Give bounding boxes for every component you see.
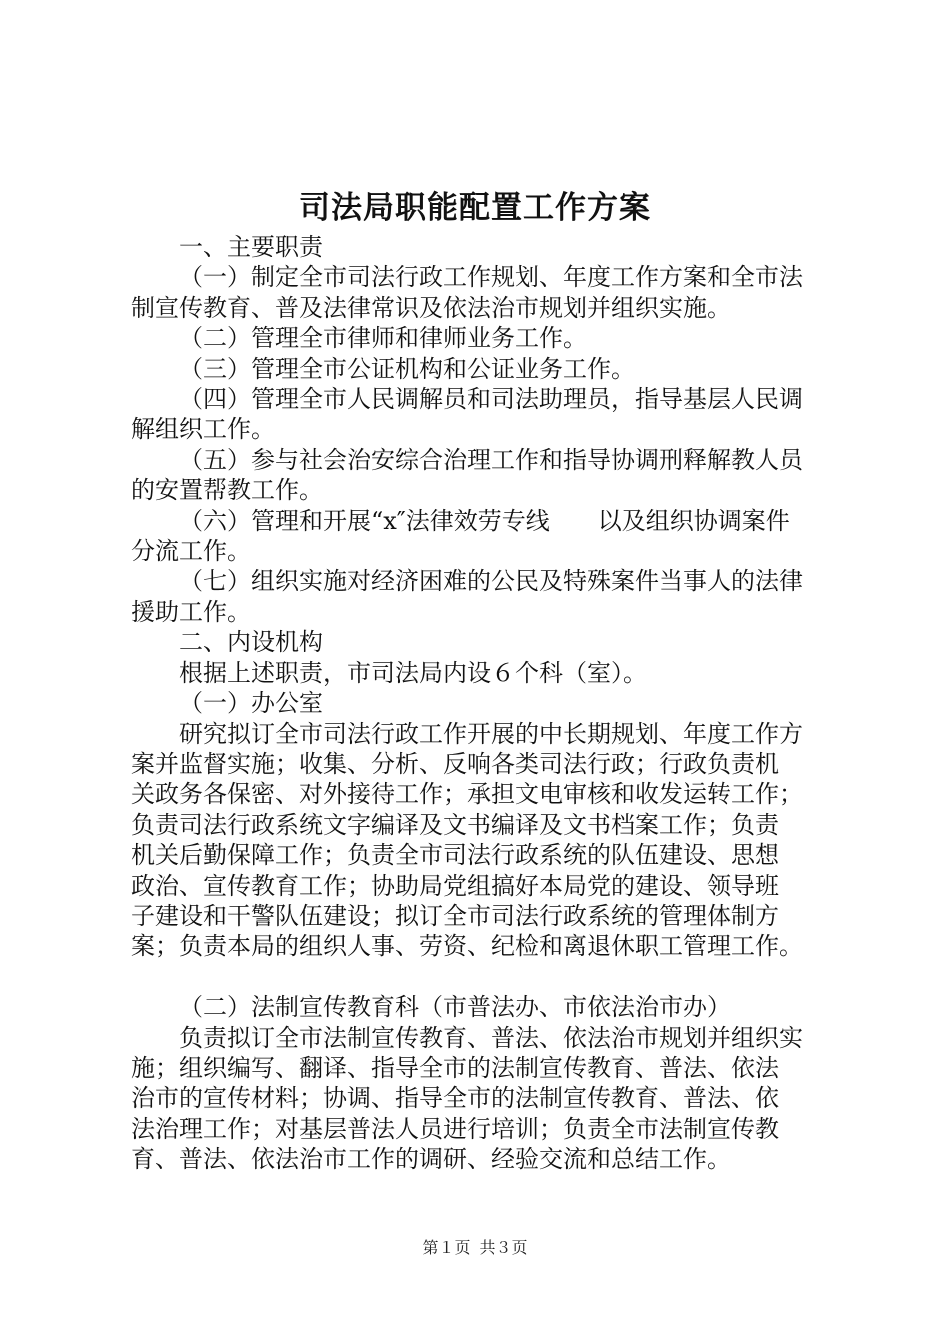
paragraph-line: 根据上述职责，市司法局内设６个科（室）。: [179, 658, 647, 687]
section-heading: 一、主要职责: [179, 233, 323, 261]
paragraph-line: 案；负责本局的组织人事、劳资、纪检和离退休职工管理工作。: [131, 932, 803, 961]
document-body: [131, 232, 851, 1175]
paragraph-line: （二）管理全市律师和律师业务工作。: [179, 324, 587, 353]
paragraph-line: 案并监督实施；收集、分析、反响各类司法行政；行政负责机: [131, 749, 779, 778]
subsection-heading: （二）法制宣传教育科（市普法办、市依法治市办）: [179, 993, 731, 1022]
paragraph-line: 育、普法、依法治市工作的调研、经验交流和总结工作。: [131, 1145, 731, 1174]
paragraph-line: 的安置帮教工作。: [131, 476, 323, 505]
paragraph-line: 法治理工作；对基层普法人员进行培训；负责全市法制宣传教: [131, 1114, 779, 1143]
paragraph-line: （五）参与社会治安综合治理工作和指导协调刑释解教人员: [179, 445, 803, 474]
paragraph-line: 关政务各保密、对外接待工作；承担文电审核和收发运转工作；: [131, 780, 803, 809]
paragraph-line: 负责拟订全市法制宣传教育、普法、依法治市规划并组织实: [179, 1023, 803, 1052]
paragraph-line: （七）组织实施对经济困难的公民及特殊案件当事人的法律: [179, 567, 803, 596]
paragraph-line: 治市的宣传材料；协调、指导全市的法制宣传教育、普法、依: [131, 1084, 779, 1113]
paragraph-line: 援助工作。: [131, 597, 251, 626]
paragraph-line: 机关后勤保障工作；负责全市司法行政系统的队伍建设、思想: [131, 841, 779, 870]
section-heading: 二、内设机构: [179, 628, 323, 657]
subsection-heading: （一）办公室: [179, 689, 323, 718]
paragraph-line: 政治、宣传教育工作；协助局党组搞好本局党的建设、领导班: [131, 871, 779, 900]
page-number: 第１页: [422, 1238, 471, 1257]
paragraph-line: （六）管理和开展“x″法律效劳专线 以及组织协调案件: [179, 506, 790, 535]
paragraph-line: 负责司法行政系统文字编译及文书编译及文书档案工作；负责: [131, 810, 779, 839]
page-footer: [0, 1238, 950, 1258]
document-title: 司法局职能配置工作方案: [299, 190, 651, 226]
paragraph-line: 制宣传教育、普及法律常识及依法治市规划并组织实施。: [131, 293, 731, 322]
paragraph-line: 施；组织编写、翻译、指导全市的法制宣传教育、普法、依法: [131, 1053, 779, 1082]
paragraph-line: 分流工作。: [131, 537, 251, 566]
page-total: 共３页: [479, 1238, 528, 1257]
paragraph-line: 研究拟订全市司法行政工作开展的中长期规划、年度工作方: [179, 719, 803, 748]
paragraph-line: （一）制定全市司法行政工作规划、年度工作方案和全市法: [179, 263, 803, 292]
paragraph-line: 子建设和干警队伍建设；拟订全市司法行政系统的管理体制方: [131, 901, 779, 930]
paragraph-line: 解组织工作。: [131, 415, 275, 444]
paragraph-line: （四）管理全市人民调解员和司法助理员，指导基层人民调: [179, 385, 803, 414]
paragraph-line: （三）管理全市公证机构和公证业务工作。: [179, 354, 635, 383]
